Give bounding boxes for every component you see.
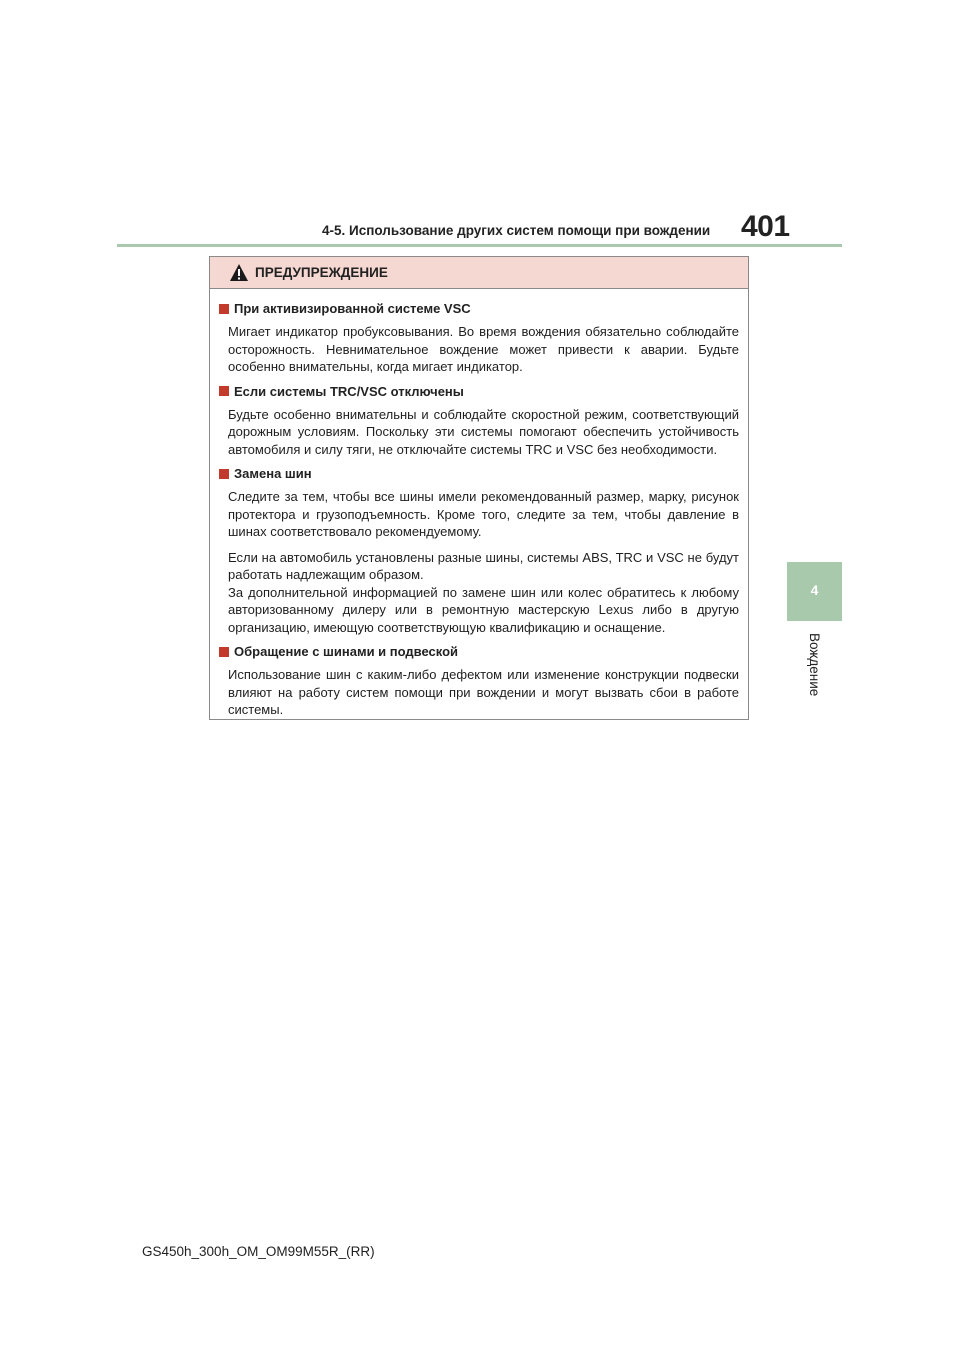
chapter-tab-number: 4 [810, 582, 819, 598]
section-heading [219, 644, 739, 659]
warning-triangle-icon [229, 263, 249, 282]
page-number: 401 [741, 210, 790, 243]
section-heading-text: Замена шин [234, 466, 312, 481]
square-bullet-icon [219, 647, 229, 657]
warning-header [210, 257, 748, 289]
section-paragraph: Будьте особенно внимательны и соблюдайте скоростной режим, соответствующий дорожным условиям. Поскольку эти системы помогают обеспечить устойчивость автомобиля и силу тяги, не отключайте системы TRC и VSC без необходимости. [228, 406, 739, 457]
chapter-tab [787, 562, 842, 621]
section-heading [219, 301, 739, 316]
section-paragraph: Использование шин с каким-либо дефектом или изменение конструкции подвески влияют на работу систем помощи при вождении и могут вызвать сбои в работе системы. [228, 667, 739, 717]
header-divider [117, 244, 842, 247]
section-heading [219, 384, 739, 399]
footer-document-code: GS450h_300h_OM_OM99M55R_(RR) [142, 1244, 375, 1259]
section-heading [219, 466, 739, 481]
square-bullet-icon [219, 304, 229, 314]
section-heading-text: Обращение с шинами и подвеской [234, 644, 459, 659]
warning-content [210, 289, 748, 719]
square-bullet-icon [219, 386, 229, 396]
section-paragraph: Если на автомобиль установлены разные шины, системы ABS, TRC и VSC не будут работать надлежащим образом. [228, 549, 739, 582]
warning-box [209, 256, 749, 720]
section-paragraph: Следите за тем, чтобы все шины имели рекомендованный размер, марку, рисунок протектора и грузоподъемность. Кроме того, следите за тем, чтобы давление в шинах соответствовало рекомендуемому. [228, 489, 739, 539]
section-heading-text: Если системы TRC/VSC отключены [234, 383, 464, 399]
section-header-title: 4-5. Использование других систем помощи при вождении [322, 223, 711, 238]
section-paragraph: Мигает индикатор пробуксовывания. Во время вождения обязательно соблюдайте осторожность. Невнимательное вождение может привести к аварии. Будьте особенно внимательны, когда мигает индикатор. [228, 324, 739, 374]
warning-title: ПРЕДУПРЕЖДЕНИЕ [255, 265, 388, 280]
chapter-tab-label: Вождение [807, 633, 822, 697]
section-heading-text: При активизированной системе VSC [234, 301, 471, 316]
square-bullet-icon [219, 469, 229, 479]
section-paragraph: За дополнительной информацией по замене шин или колес обратитесь к любому авторизованному дилеру или в ремонтную мастерскую Lexus либо в другую организацию, имеющую соответствующую квалификацию и оснащение. [228, 584, 739, 635]
